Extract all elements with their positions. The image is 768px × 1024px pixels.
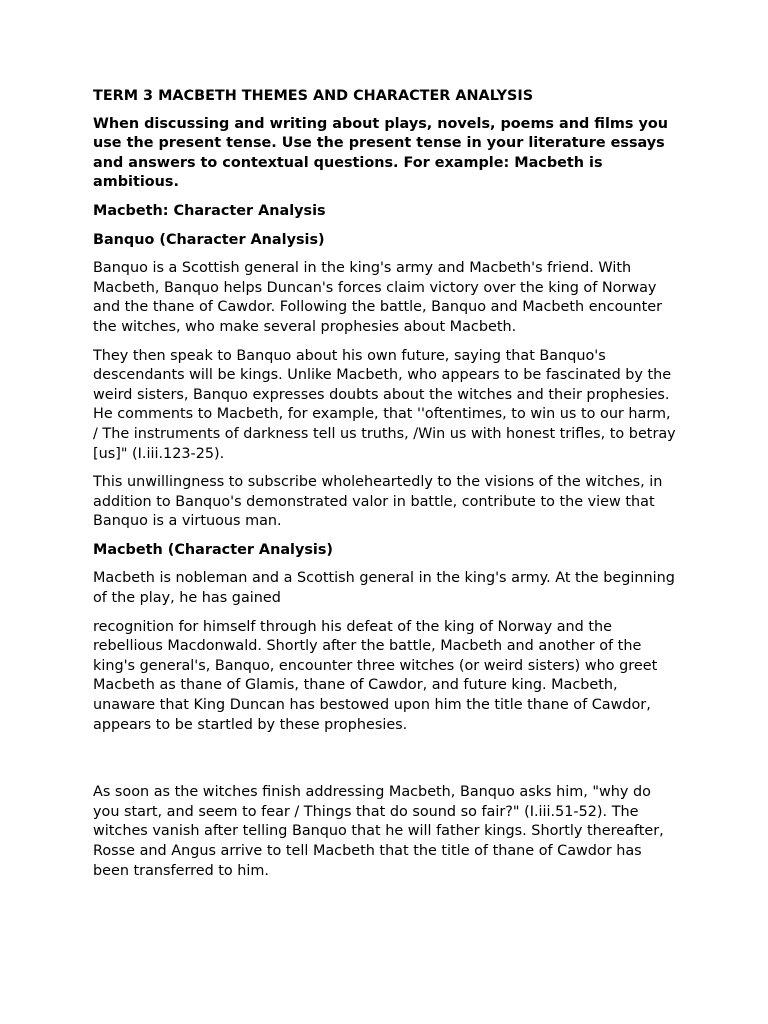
- macbeth-paragraph-3: As soon as the witches finish addressing Macbeth, Banquo asks him, "why do you start, and seem to fear / Things that do sound so fair?" (I.iii.51-52). The witches vanish after telling Banquo that he will father kings. Shortly thereafter, Rosse and Angus arrive to tell Macbeth that the title of thane of Cawdor has been transferred to him.: [93, 784, 664, 879]
- section-heading-banquo: Banquo (Character Analysis): [93, 231, 325, 248]
- banquo-paragraph-3: This unwillingness to subscribe wholeheartedly to the visions of the witches, in addition to Banquo's demonstrated valor in battle, contribute to the view that Banquo is a virtuous man.: [93, 474, 663, 530]
- macbeth-paragraph-1: Macbeth is nobleman and a Scottish general in the king's army. At the beginning of the play, he has gained: [93, 570, 675, 607]
- section-heading-macbeth: Macbeth (Character Analysis): [93, 541, 333, 558]
- intro-paragraph: When discussing and writing about plays, novels, poems and films you use the present tense. Use the present tense in your literature essays and answers to contextual questions. For example: Macbeth is ambitious.: [93, 115, 668, 191]
- section-heading-macbeth-character-analysis: Macbeth: Character Analysis: [93, 202, 326, 219]
- banquo-paragraph-1: Banquo is a Scottish general in the king's army and Macbeth's friend. With Macbeth, Banquo helps Duncan's forces claim victory over the king of Norway and the thane of Cawdor. Following the battle, Banquo and Macbeth encounter the witches, who make several prophesies about Macbeth.: [93, 260, 663, 335]
- banquo-paragraph-2: They then speak to Banquo about his own future, saying that Banquo's descendants will be kings. Unlike Macbeth, who appears to be fascinated by the weird sisters, Banquo expresses doubts about the witches and their prophesies. He comments to Macbeth, for example, that ''oftentimes, to win us to our harm, / The instruments of darkness tell us truths, /Win us with honest trifles, to betray [us]" (I.iii.123-25).: [93, 347, 676, 462]
- paragraph-spacer: [93, 735, 680, 783]
- macbeth-paragraph-2: recognition for himself through his defeat of the king of Norway and the rebellious Macdonwald. Shortly after the battle, Macbeth and another of the king's general's, Banquo, encounter three witches (or weird sisters) who greet Macbeth as thane of Glamis, thane of Cawdor, and future king. Macbeth, unaware that King Duncan has bestowed upon him the title thane of Cawdor, appears to be startled by these prophesies.: [93, 618, 658, 733]
- document-title: TERM 3 MACBETH THEMES AND CHARACTER ANALYSIS: [93, 88, 534, 104]
